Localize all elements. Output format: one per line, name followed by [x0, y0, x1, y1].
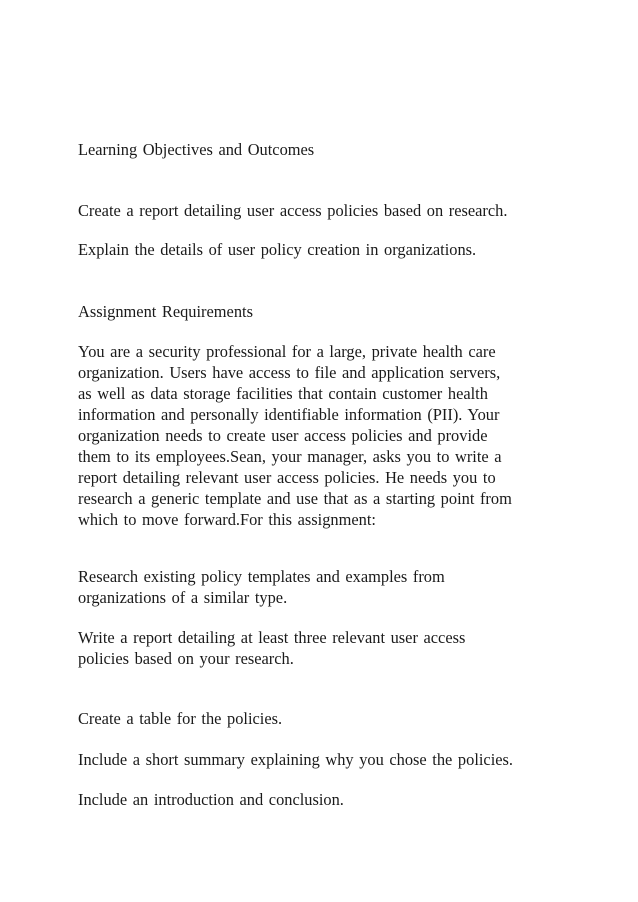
- paragraph-line: as well as data storage facilities that contain customer health: [78, 384, 488, 403]
- task-line: Include a short summary explaining why you chose the policies.: [78, 750, 514, 769]
- objective-item: Explain the details of user policy creation in organizations.: [78, 240, 477, 259]
- paragraph-line: organization. Users have access to file and application servers,: [78, 363, 501, 382]
- requirements-heading: Assignment Requirements: [78, 302, 253, 321]
- paragraph-line: You are a security professional for a large, private health care: [78, 342, 496, 361]
- paragraph-line: information and personally identifiable information (PII). Your: [78, 405, 500, 424]
- paragraph-line: which to move forward.For this assignment:: [78, 510, 376, 529]
- task-line: organizations of a similar type.: [78, 588, 288, 607]
- task-line: Include an introduction and conclusion.: [78, 790, 344, 809]
- task-line: Create a table for the policies.: [78, 709, 283, 728]
- paragraph-line: organization needs to create user access policies and provide: [78, 426, 488, 445]
- paragraph-line: report detailing relevant user access policies. He needs you to: [78, 468, 496, 487]
- objective-item: Create a report detailing user access policies based on research.: [78, 201, 508, 220]
- paragraph-line: them to its employees.Sean, your manager, asks you to write a: [78, 447, 502, 466]
- task-line: policies based on your research.: [78, 649, 294, 668]
- task-line: Research existing policy templates and examples from: [78, 567, 445, 586]
- task-line: Write a report detailing at least three relevant user access: [78, 628, 466, 647]
- objectives-heading: Learning Objectives and Outcomes: [78, 140, 315, 159]
- paragraph-line: research a generic template and use that as a starting point from: [78, 489, 512, 508]
